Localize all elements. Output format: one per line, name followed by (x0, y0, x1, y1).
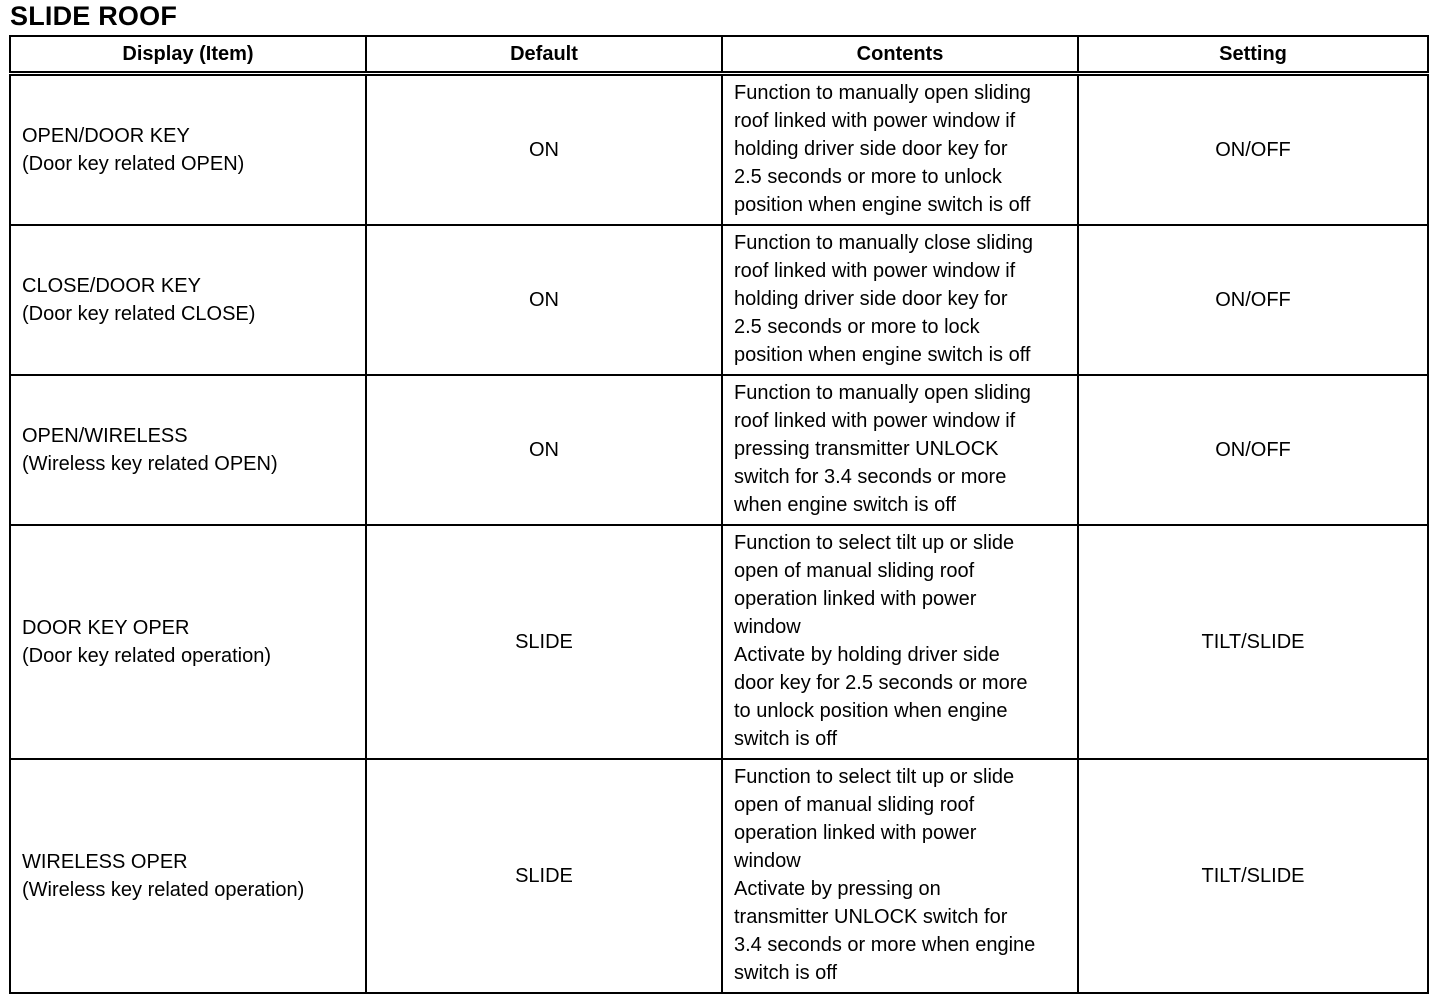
table-body (10, 74, 1428, 994)
setting-cell: ON/OFF (1078, 74, 1428, 226)
setting-cell: ON/OFF (1078, 375, 1428, 525)
table-header (10, 36, 1428, 74)
default-cell: ON (366, 225, 722, 375)
header-setting: Setting (1078, 36, 1428, 74)
contents-line: when engine switch is off (734, 494, 956, 516)
table-row (10, 225, 1428, 375)
contents-cell (722, 225, 1078, 375)
setting-cell: TILT/SLIDE (1078, 759, 1428, 993)
contents-line: roof linked with power window if (734, 410, 1016, 432)
default-cell: SLIDE (366, 759, 722, 993)
setting-cell: ON/OFF (1078, 225, 1428, 375)
header-display-item: Display (Item) (10, 36, 366, 74)
contents-line: 2.5 seconds or more to unlock (734, 166, 1002, 188)
default-cell: ON (366, 375, 722, 525)
display-item-cell (10, 225, 366, 375)
contents-line: Function to manually open sliding (734, 382, 1031, 404)
contents-line: door key for 2.5 seconds or more (734, 672, 1028, 694)
default-cell: SLIDE (366, 525, 722, 759)
display-item-cell (10, 375, 366, 525)
contents-cell (722, 74, 1078, 226)
display-item-cell (10, 525, 366, 759)
contents-cell (722, 375, 1078, 525)
contents-line: Function to manually open sliding (734, 82, 1031, 104)
display-item-cell (10, 759, 366, 993)
page-title: SLIDE ROOF (10, 1, 178, 31)
contents-line: position when engine switch is off (734, 194, 1031, 216)
contents-line: switch is off (734, 728, 837, 750)
contents-line: operation linked with power (734, 822, 977, 844)
contents-line: to unlock position when engine (734, 700, 1008, 722)
contents-line: Function to select tilt up or slide (734, 532, 1015, 554)
contents-line: transmitter UNLOCK switch for (734, 906, 1008, 928)
contents-cell (722, 759, 1078, 993)
header-contents: Contents (722, 36, 1078, 74)
header-row (10, 36, 1428, 74)
contents-line: Function to select tilt up or slide (734, 766, 1015, 788)
display-item-description: (Door key related CLOSE) (22, 303, 256, 325)
table-row (10, 74, 1428, 226)
display-item-description: (Door key related operation) (22, 645, 272, 667)
contents-line: roof linked with power window if (734, 260, 1016, 282)
contents-line: operation linked with power (734, 588, 977, 610)
contents-line: Function to manually close sliding (734, 232, 1034, 254)
display-item-cell (10, 74, 366, 226)
contents-line: roof linked with power window if (734, 110, 1016, 132)
contents-line: Activate by pressing on (734, 878, 941, 900)
display-item-name: DOOR KEY OPER (22, 617, 190, 639)
slide-roof-settings-table (9, 35, 1429, 994)
contents-line: holding driver side door key for (734, 138, 1008, 160)
display-item-name: OPEN/DOOR KEY (22, 125, 190, 147)
table-row (10, 525, 1428, 759)
display-item-description: (Wireless key related OPEN) (22, 453, 278, 475)
display-item-name: WIRELESS OPER (22, 851, 188, 873)
contents-line: 2.5 seconds or more to lock (734, 316, 980, 338)
contents-line: open of manual sliding roof (734, 794, 975, 816)
table-row (10, 759, 1428, 993)
display-item-description: (Wireless key related operation) (22, 879, 305, 901)
contents-line: switch is off (734, 962, 837, 984)
contents-line: 3.4 seconds or more when engine (734, 934, 1036, 956)
contents-line: holding driver side door key for (734, 288, 1008, 310)
display-item-name: OPEN/WIRELESS (22, 425, 188, 447)
setting-cell: TILT/SLIDE (1078, 525, 1428, 759)
contents-line: window (734, 616, 801, 638)
contents-cell (722, 525, 1078, 759)
contents-line: position when engine switch is off (734, 344, 1031, 366)
contents-line: window (734, 850, 801, 872)
contents-line: Activate by holding driver side (734, 644, 1000, 666)
contents-line: pressing transmitter UNLOCK (734, 438, 999, 460)
default-cell: ON (366, 74, 722, 226)
contents-line: switch for 3.4 seconds or more (734, 466, 1007, 488)
contents-line: open of manual sliding roof (734, 560, 975, 582)
display-item-description: (Door key related OPEN) (22, 153, 245, 175)
display-item-name: CLOSE/DOOR KEY (22, 275, 201, 297)
header-default: Default (366, 36, 722, 74)
table-row (10, 375, 1428, 525)
